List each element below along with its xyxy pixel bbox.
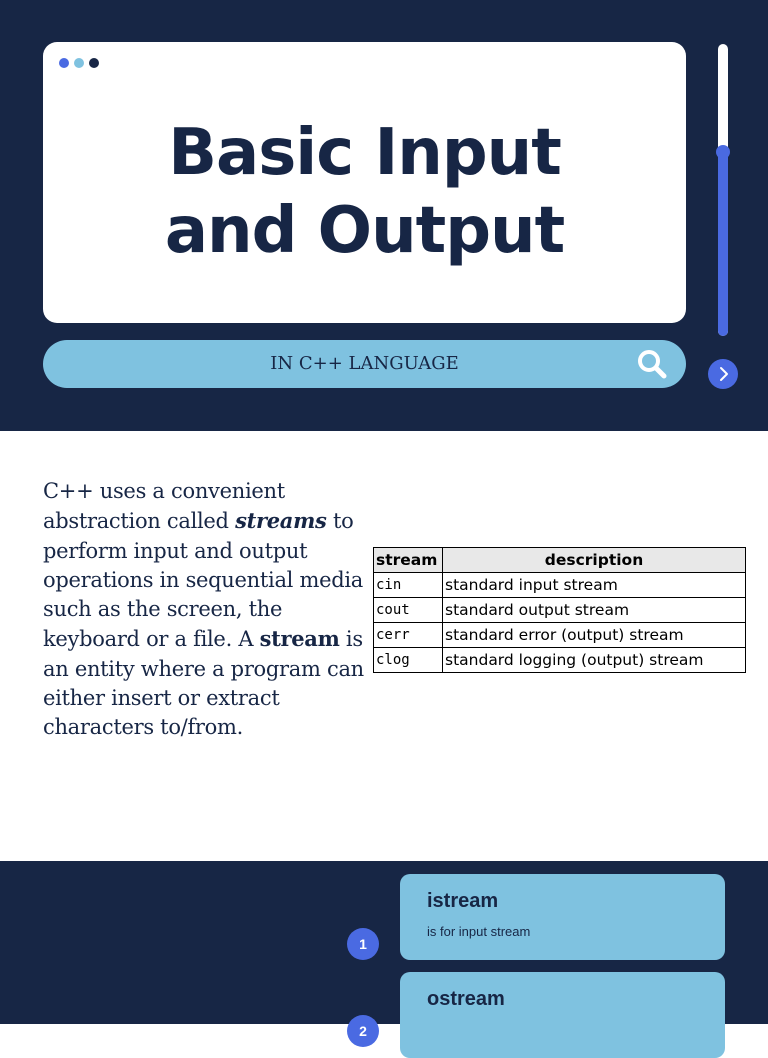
intro-emphasis-stream: stream <box>259 626 340 652</box>
column-header-description: description <box>443 548 746 573</box>
window-dots <box>59 58 99 68</box>
chevron-right-icon <box>708 359 738 389</box>
search-bar-text: IN C++ LANGUAGE <box>270 353 459 374</box>
card-title: ostream <box>427 988 505 1010</box>
intro-emphasis-streams: streams <box>235 508 327 534</box>
stream-name-cell: cin <box>374 573 443 598</box>
stream-name-cell: clog <box>374 648 443 673</box>
table-row <box>374 573 746 598</box>
table-header-row <box>374 548 746 573</box>
stream-description-cell: standard input stream <box>443 573 746 598</box>
scrollbar-thumb[interactable] <box>716 145 730 159</box>
card-description: is for input stream <box>427 924 531 939</box>
stream-card-ostream[interactable] <box>400 972 725 1058</box>
intro-text: C++ uses a convenient abstraction called <box>43 479 285 534</box>
intro-paragraph <box>43 477 368 743</box>
scrollbar-fill <box>718 152 728 336</box>
stream-description-cell: standard output stream <box>443 598 746 623</box>
stream-name-cell: cerr <box>374 623 443 648</box>
title-line-2: and Output <box>164 194 565 268</box>
step-number-badge: 2 <box>347 1015 379 1047</box>
table-row <box>374 648 746 673</box>
title-card <box>43 42 686 323</box>
intro-text: is an entity where a program can either insert or extract characters to/from. <box>43 627 364 740</box>
stream-card-istream[interactable] <box>400 874 725 960</box>
stream-description-cell: standard logging (output) stream <box>443 648 746 673</box>
window-dot <box>74 58 84 68</box>
stream-description-cell: standard error (output) stream <box>443 623 746 648</box>
scrollbar-track[interactable] <box>718 44 728 336</box>
search-icon[interactable] <box>636 348 668 380</box>
table-row <box>374 623 746 648</box>
window-dot <box>89 58 99 68</box>
card-title: istream <box>427 890 499 912</box>
title-line-1: Basic Input <box>168 116 561 190</box>
step-number-badge: 1 <box>347 928 379 960</box>
stream-table <box>373 547 746 673</box>
window-dot <box>59 58 69 68</box>
search-bar[interactable] <box>43 340 686 388</box>
intro-text: to perform input and output operations in sequential media such as the screen, the keyboard or a file. A <box>43 509 363 652</box>
stream-types-section <box>0 861 768 1039</box>
column-header-stream: stream <box>374 548 443 573</box>
next-button[interactable] <box>708 359 738 389</box>
stream-name-cell: cout <box>374 598 443 623</box>
page-title <box>43 114 686 270</box>
header-banner <box>0 0 768 431</box>
table-row <box>374 598 746 623</box>
